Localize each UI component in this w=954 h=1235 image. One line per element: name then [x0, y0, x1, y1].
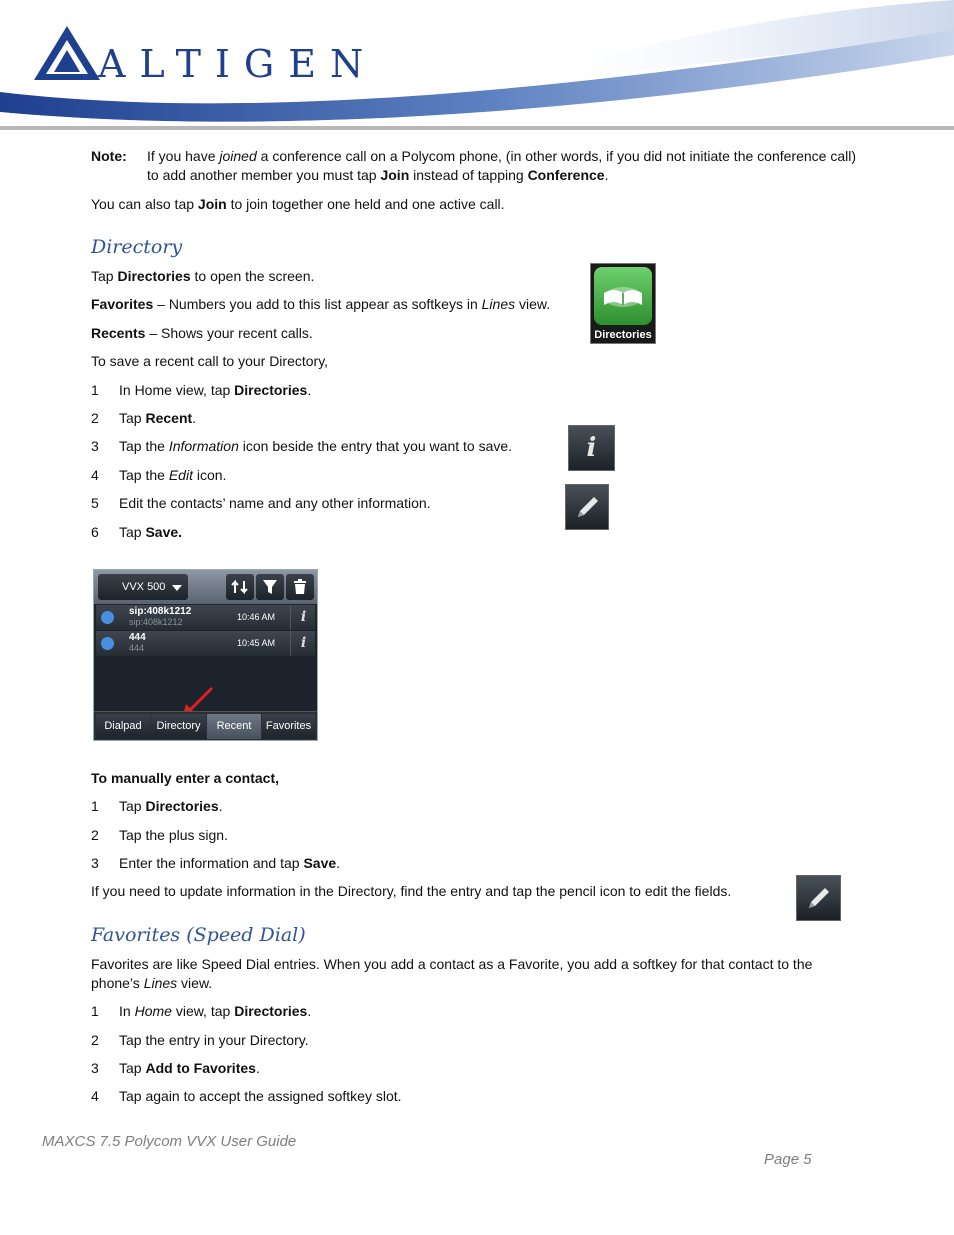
tab-favorites[interactable]: Favorites: [262, 714, 315, 739]
step-number: 6: [91, 524, 99, 540]
info-button[interactable]: i: [290, 631, 316, 656]
step-number: 3: [91, 438, 99, 454]
manual-heading: To manually enter a contact,: [91, 770, 280, 786]
note-line-2: to add another member you must tap Join instead of tapping Conference.: [147, 167, 609, 183]
favorites-paragraph-line-1: Favorites are like Speed Dial entries. When you add a contact as a Favorite, you add a softkey for that contact to the: [91, 956, 813, 972]
line-label: VVX 500: [122, 581, 166, 593]
phone-top-bar: [94, 570, 317, 604]
pencil-icon: [796, 875, 841, 921]
call-sub: 444: [129, 643, 145, 653]
altigen-logo-icon: [32, 24, 102, 84]
call-sub: sip:408k1212: [129, 617, 183, 627]
call-name: 444: [129, 632, 146, 643]
step-number: 3: [91, 855, 99, 871]
footer-page-number: Page 5: [764, 1151, 812, 1168]
step-number: 1: [91, 798, 99, 814]
step-number: 2: [91, 827, 99, 843]
directory-tap-line: Tap Directories to open the screen.: [91, 268, 315, 284]
info-button[interactable]: i: [290, 605, 316, 630]
call-time: 10:46 AM: [237, 612, 276, 622]
book-icon: [594, 267, 652, 325]
phone-tab-bar: [94, 711, 317, 741]
call-name: sip:408k1212: [129, 606, 192, 617]
step-number: 1: [91, 1003, 99, 1019]
step-number: 2: [91, 1032, 99, 1048]
favorites-paragraph-line-2: phone’s Lines view.: [91, 975, 213, 991]
save-intro: To save a recent call to your Directory,: [91, 353, 329, 369]
call-direction-icon: [101, 637, 114, 650]
directory-step-3: Tap the Information icon beside the entry that you want to save.: [119, 438, 513, 454]
favorites-definition: Favorites – Numbers you add to this list appear as softkeys in Lines view.: [91, 296, 551, 312]
manual-step-2: Tap the plus sign.: [119, 827, 228, 843]
favorites-heading: Favorites (Speed Dial): [91, 924, 306, 946]
tab-recent[interactable]: Recent: [207, 714, 261, 739]
directory-step-6: Tap Save.: [119, 524, 183, 540]
directories-icon-label: Directories: [594, 329, 652, 341]
note-line-1: If you have joined a conference call on a Polycom phone, (in other words, if you did not initiate the conference call): [147, 148, 856, 164]
sort-icon: [226, 574, 254, 600]
step-number: 4: [91, 467, 99, 483]
trash-icon: [286, 574, 314, 600]
directory-heading: Directory: [91, 236, 183, 258]
dropdown-arrow-icon: [172, 585, 182, 591]
filter-button[interactable]: [256, 574, 284, 600]
filter-icon: [256, 574, 284, 600]
favorites-step-3: Tap Add to Favorites.: [119, 1060, 260, 1076]
recents-definition: Recents – Shows your recent calls.: [91, 325, 313, 341]
also-paragraph: You can also tap Join to join together one held and one active call.: [91, 196, 505, 212]
directory-step-2: Tap Recent.: [119, 410, 197, 426]
manual-step-1: Tap Directories.: [119, 798, 223, 814]
delete-button[interactable]: [286, 574, 314, 600]
sort-button[interactable]: [226, 574, 254, 600]
step-number: 1: [91, 382, 99, 398]
table-row[interactable]: [96, 605, 315, 630]
footer-guide-title: MAXCS 7.5 Polycom VVX User Guide: [42, 1133, 297, 1150]
line-selector[interactable]: [98, 574, 188, 600]
call-direction-icon: [101, 611, 114, 624]
note-label: Note:: [91, 148, 127, 164]
directory-step-5: Edit the contacts’ name and any other information.: [119, 495, 431, 511]
favorites-step-4: Tap again to accept the assigned softkey slot.: [119, 1088, 402, 1104]
information-icon: i: [568, 425, 615, 471]
directories-app-icon: [590, 263, 656, 344]
page-header: [0, 0, 954, 135]
logo-text: ALTIGEN: [98, 42, 378, 86]
manual-step-3: Enter the information and tap Save.: [119, 855, 341, 871]
step-number: 5: [91, 495, 99, 511]
step-number: 2: [91, 410, 99, 426]
phone-recent-calls-screenshot: [93, 569, 318, 741]
update-paragraph: If you need to update information in the Directory, find the entry and tap the pencil icon to edit the fields.: [91, 883, 732, 899]
table-row[interactable]: [96, 631, 315, 656]
directory-step-4: Tap the Edit icon.: [119, 467, 227, 483]
step-number: 3: [91, 1060, 99, 1076]
favorites-step-1: In Home view, tap Directories.: [119, 1003, 312, 1019]
pencil-icon: [565, 484, 609, 530]
tab-dialpad[interactable]: Dialpad: [96, 714, 150, 739]
call-time: 10:45 AM: [237, 638, 276, 648]
directory-step-1: In Home view, tap Directories.: [119, 382, 312, 398]
favorites-step-2: Tap the entry in your Directory.: [119, 1032, 309, 1048]
step-number: 4: [91, 1088, 99, 1104]
tab-directory[interactable]: Directory: [151, 714, 206, 739]
